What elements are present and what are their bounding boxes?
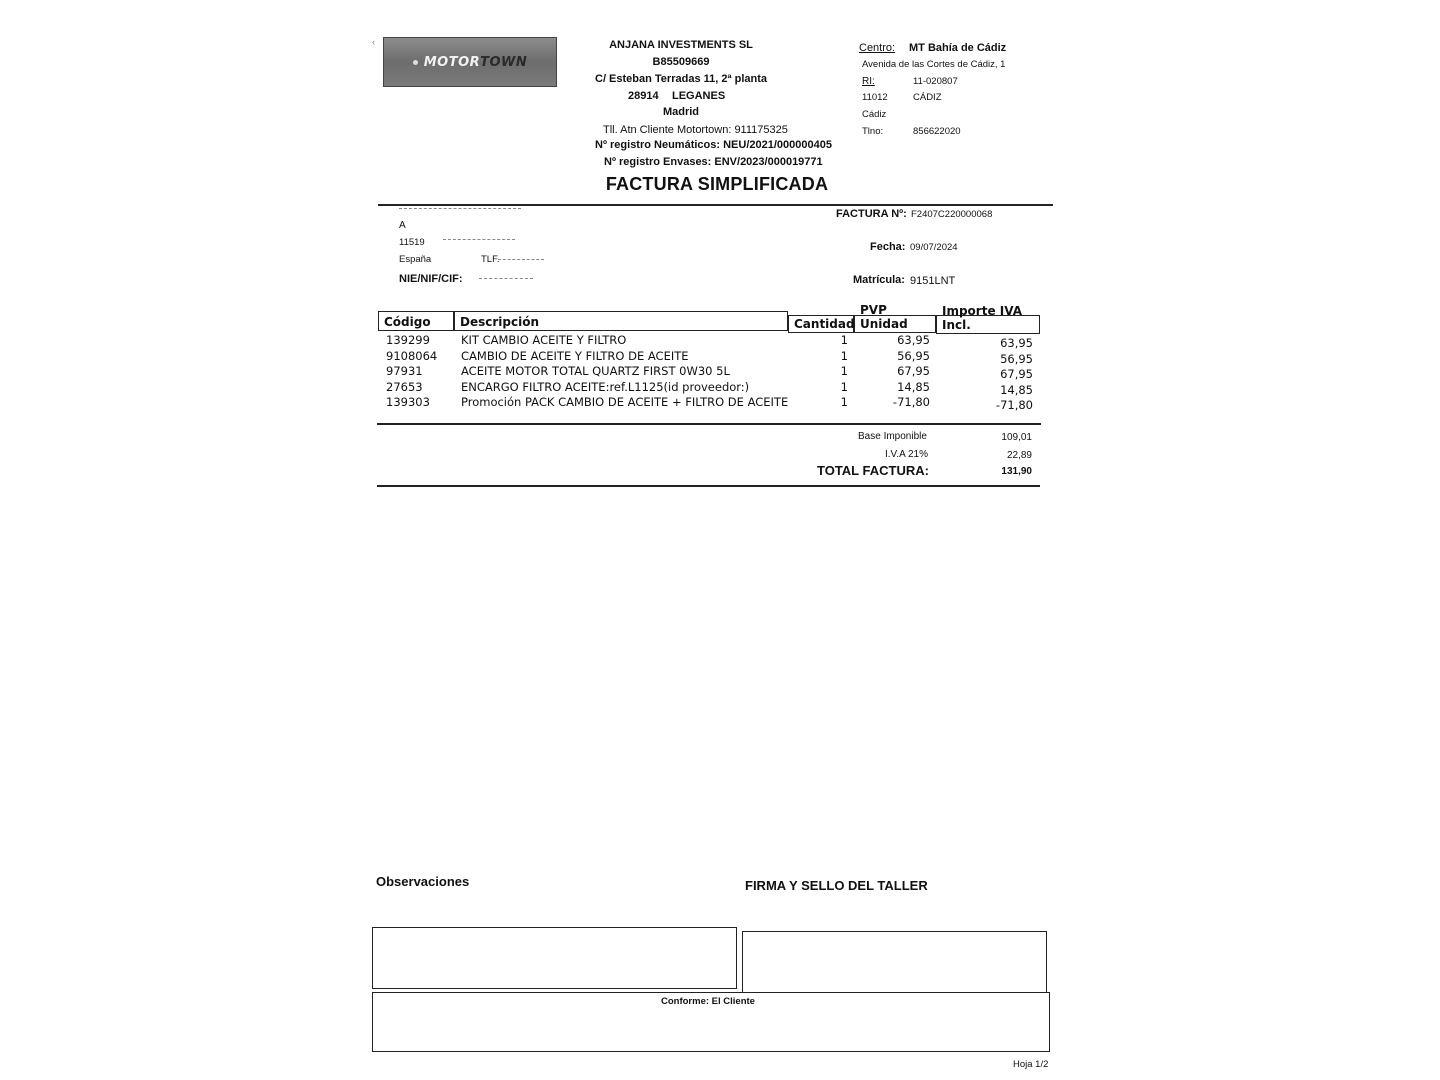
customer-nif-redacted (479, 278, 533, 282)
customer-country: España (399, 254, 432, 265)
cell-cantidad: 1 (840, 395, 848, 409)
table-row (378, 395, 1042, 411)
cell-pvp: -71,80 (892, 395, 930, 409)
document-title: FACTURA SIMPLIFICADA (605, 174, 829, 194)
total-value: 131,90 (1001, 466, 1032, 477)
table-header (378, 303, 1042, 333)
page-mark: ‹ (372, 37, 375, 47)
plate-value: 9151LNT (910, 275, 956, 287)
centro-ri-value: 11-020807 (913, 76, 958, 87)
customer-postal-code: 11519 (399, 237, 425, 248)
centro-ri-label: RI: (862, 76, 875, 87)
cell-descripcion: KIT CAMBIO ACEITE Y FILTRO (461, 333, 627, 347)
cell-pvp: 56,95 (897, 348, 930, 363)
page-number: Hoja 1/2 (1013, 1059, 1049, 1070)
cell-importe: -71,80 (995, 398, 1033, 412)
total-label: TOTAL FACTURA: (817, 463, 929, 478)
cell-cantidad: 1 (840, 333, 848, 347)
logo-text-motor: MOTOR (423, 54, 481, 70)
company-province: Madrid (662, 106, 700, 118)
cell-descripcion: ACEITE MOTOR TOTAL QUARTZ FIRST 0W30 5L (461, 364, 730, 378)
title-divider (378, 204, 1053, 206)
company-name: ANJANA INVESTMENTS SL (609, 39, 753, 51)
centro-phone-value: 856622020 (913, 126, 961, 137)
invoice-number-label: FACTURA Nº: (836, 208, 907, 220)
cell-importe: 56,95 (1000, 351, 1033, 366)
cell-pvp: 63,95 (897, 333, 930, 347)
customer-city-redacted (443, 239, 515, 243)
logo-dot-icon (413, 60, 418, 65)
customer-tlf-label: TLF. (481, 254, 500, 265)
conforme-label: Conforme: El Cliente (661, 996, 755, 1007)
centro-province: Cádiz (862, 109, 887, 120)
header-descripcion: Descripción (454, 311, 788, 331)
company-postal-code: 28914 (628, 90, 659, 102)
cell-cantidad: 1 (840, 379, 848, 394)
centro-label: Centro: (859, 42, 896, 54)
centro-name: MT Bahía de Cádiz (909, 42, 1007, 54)
header-cantidad: Cantidad (788, 315, 854, 333)
observaciones-box (372, 927, 737, 989)
customer-phone-redacted (498, 259, 544, 263)
cell-importe: 14,85 (1000, 382, 1033, 397)
company-reg-envases: Nº registro Envases: ENV/2023/000019771 (604, 156, 823, 168)
customer-nif-label: NIE/NIF/CIF: (399, 273, 463, 285)
cell-descripcion: Promoción PACK CAMBIO DE ACEITE + FILTRO DE ACEITE (461, 395, 789, 409)
company-phone: Tll. Atn Cliente Motortown: 911175325 (603, 124, 788, 136)
base-label: Base Imponible (858, 431, 927, 442)
cell-codigo: 9108064 (386, 348, 438, 363)
header-pvp: PVP Unidad (854, 315, 936, 333)
firma-box (742, 931, 1047, 993)
cell-descripcion: CAMBIO DE ACEITE Y FILTRO DE ACEITE (461, 348, 689, 363)
cell-pvp: 14,85 (897, 379, 930, 394)
company-city: LEGANES (672, 90, 726, 102)
centro-city: CÁDIZ (913, 92, 942, 103)
logo-text-town: TOWN (480, 54, 528, 70)
cell-codigo: 27653 (386, 379, 423, 394)
observaciones-label: Observaciones (376, 874, 470, 889)
cell-codigo: 139299 (386, 333, 430, 347)
base-value: 109,01 (1001, 432, 1032, 443)
cell-cantidad: 1 (840, 348, 848, 363)
centro-address: Avenida de las Cortes de Cádiz, 1 (862, 59, 1006, 70)
cell-descripcion: ENCARGO FILTRO ACEITE:ref.L1125(id proveedor:) (461, 379, 750, 394)
invoice-date: 09/07/2024 (910, 242, 958, 253)
cell-codigo: 97931 (386, 364, 423, 378)
plate-label: Matrícula: (853, 274, 905, 286)
cell-importe: 67,95 (1000, 367, 1033, 381)
cell-cantidad: 1 (840, 364, 848, 378)
items-table (378, 303, 1042, 412)
company-address: C/ Esteban Terradas 11, 2ª planta (595, 73, 767, 85)
iva-value: 22,89 (1006, 450, 1032, 461)
firma-label: FIRMA Y SELLO DEL TALLER (745, 878, 928, 893)
invoice-number: F2407C220000068 (911, 209, 993, 220)
cell-importe: 63,95 (1000, 336, 1033, 350)
customer-name-redacted (399, 208, 521, 213)
company-cif: B85509669 (652, 56, 710, 68)
centro-phone-label: Tlno: (862, 126, 884, 137)
header-importe: Importe IVA Incl. (936, 315, 1040, 334)
table-row (378, 349, 1042, 365)
table-bottom-divider (377, 423, 1041, 425)
cell-codigo: 139303 (386, 395, 430, 409)
customer-line-a: A (399, 220, 406, 231)
invoice-date-label: Fecha: (870, 241, 906, 253)
totals-bottom-divider (377, 485, 1040, 487)
centro-postal-code: 11012 (862, 92, 888, 103)
iva-label: I.V.A 21% (885, 449, 928, 460)
table-row (378, 380, 1042, 396)
cell-pvp: 67,95 (897, 364, 930, 378)
company-reg-neumaticos: Nº registro Neumáticos: NEU/2021/000000405 (595, 139, 832, 151)
header-codigo: Código (378, 311, 454, 331)
table-row (378, 364, 1042, 380)
table-row (378, 333, 1042, 349)
